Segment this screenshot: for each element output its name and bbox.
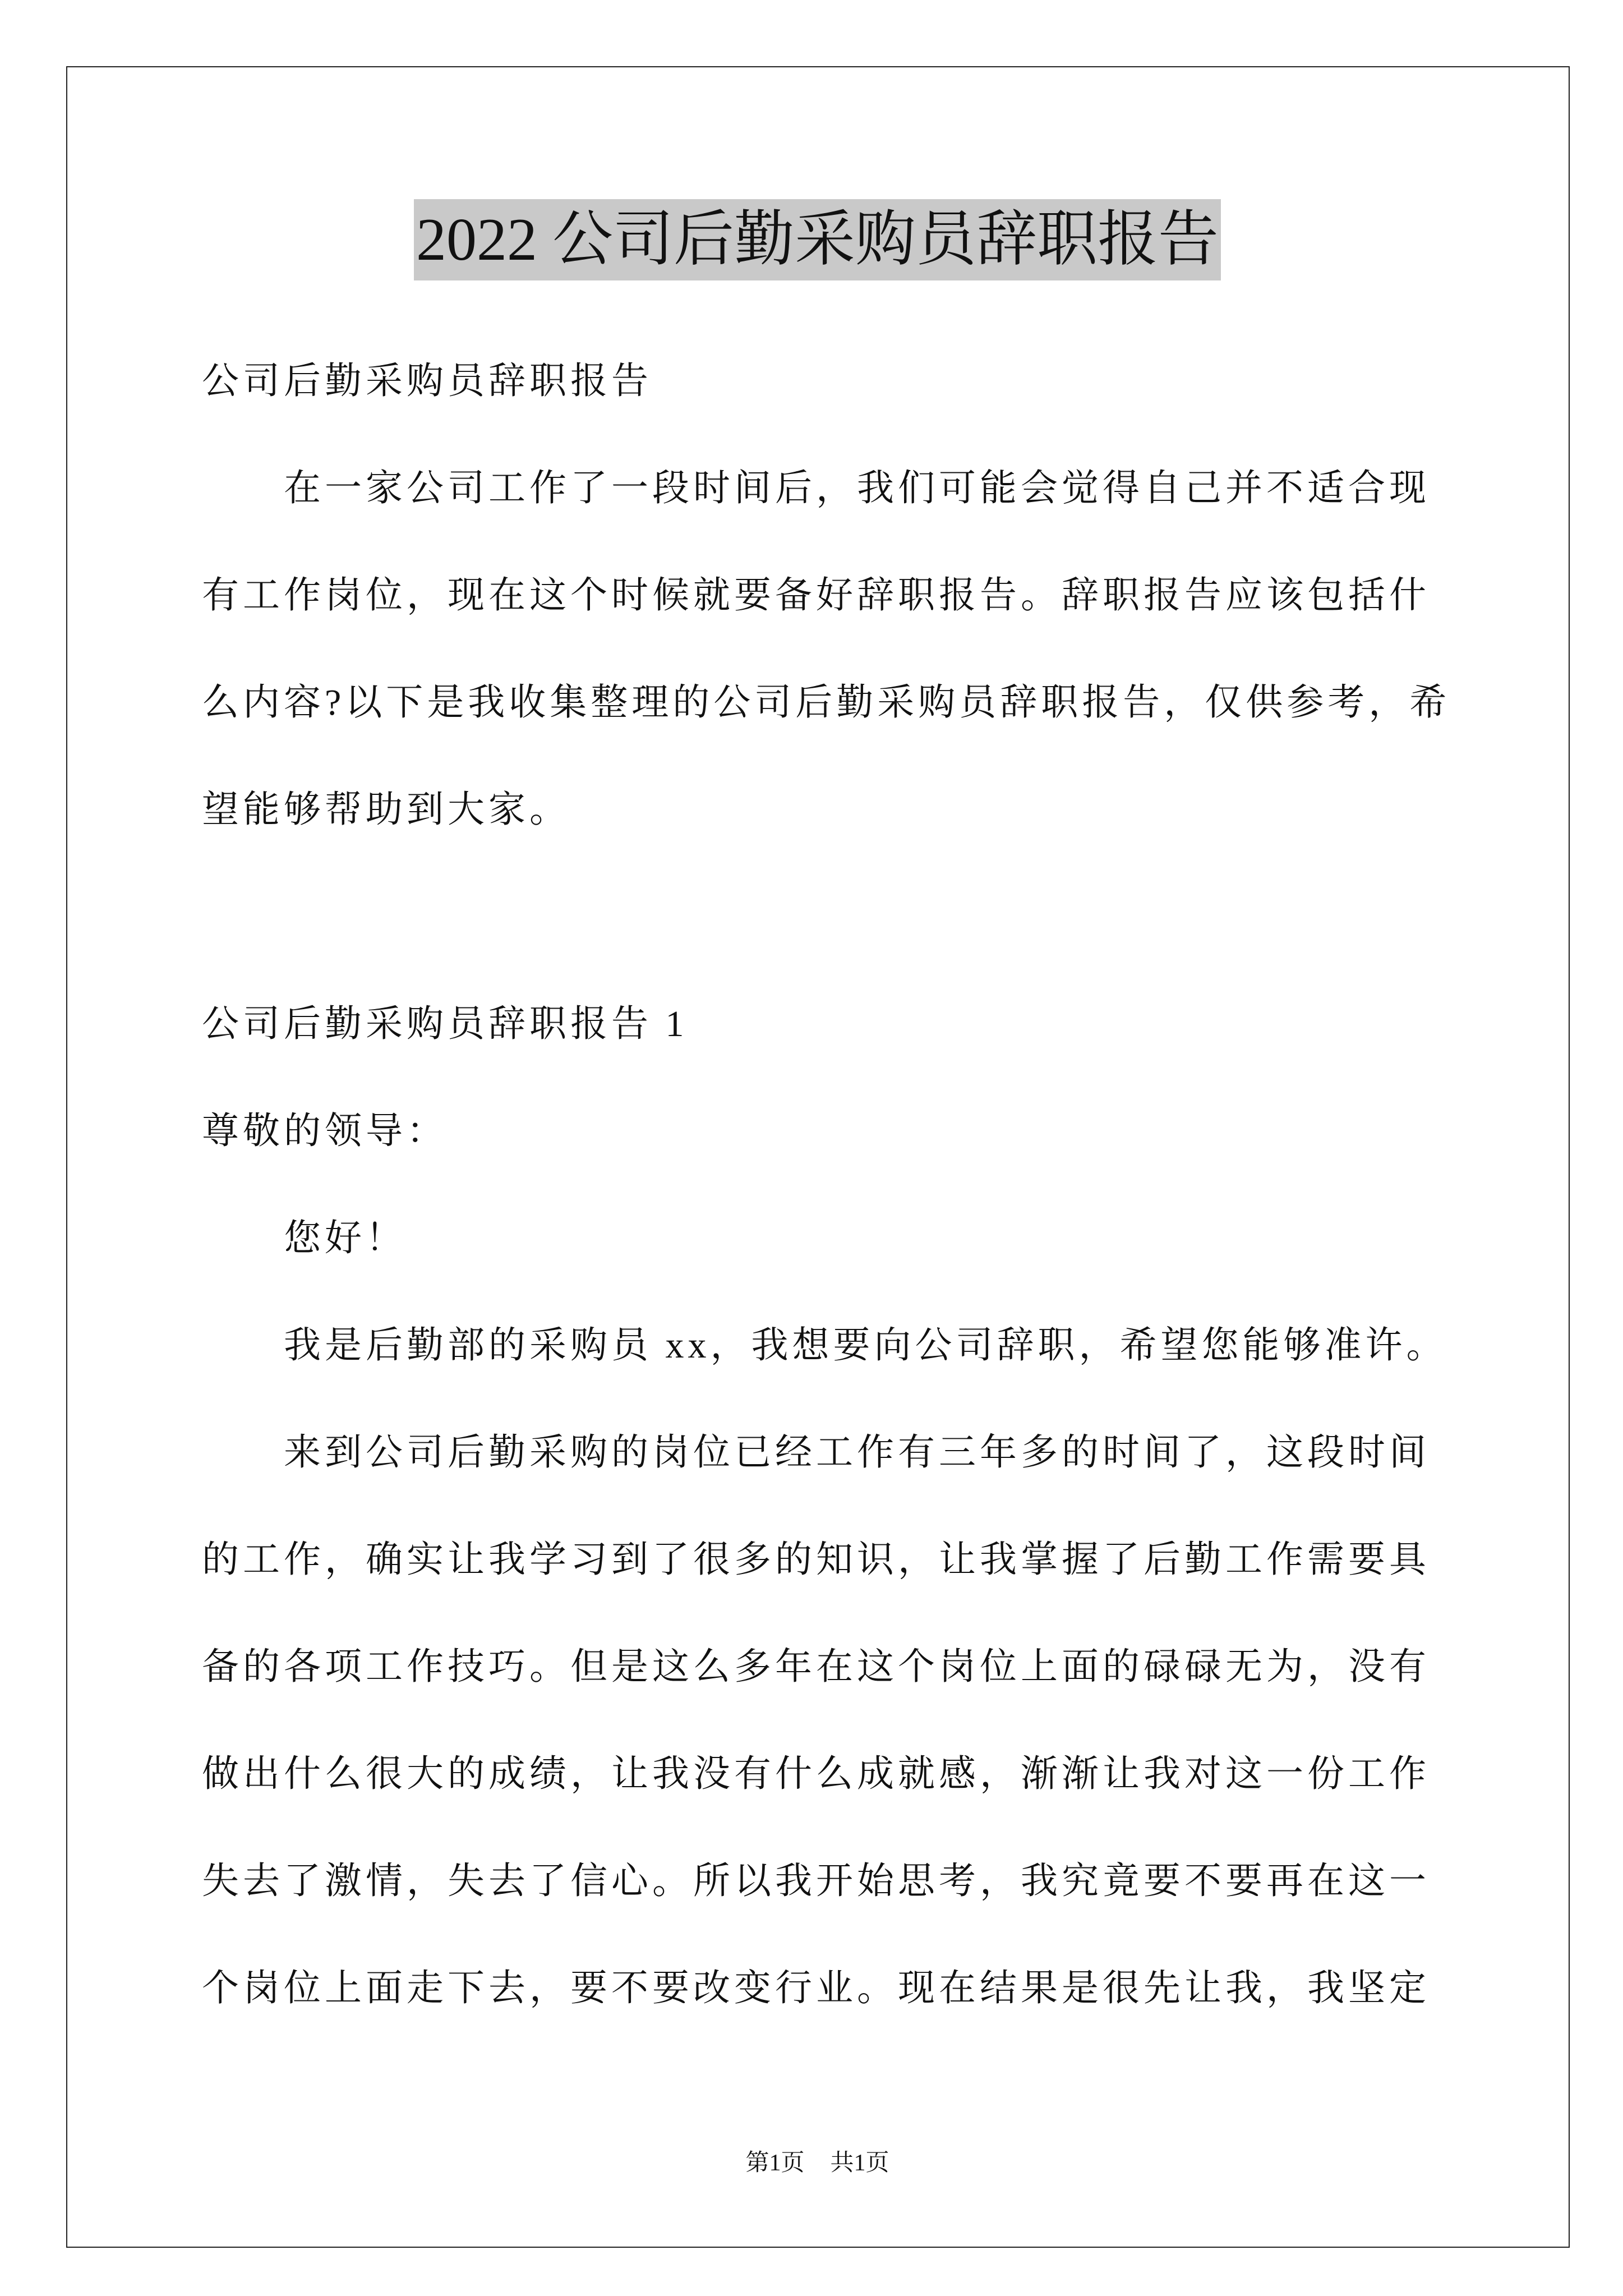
document-subtitle: 公司后勤采购员辞职报告 [202,361,652,402]
paragraph-2-line: 备的各项工作技巧。但是这么多年在这个岗位上面的碌碌无为，没有 [202,1646,1430,1687]
intro-line: 有工作岗位，现在这个时候就要备好辞职报告。辞职报告应该包括什 [202,575,1430,616]
paragraph-2-line: 做出什么很大的成绩，让我没有什么成就感，渐渐让我对这一份工作 [202,1754,1430,1795]
paragraph-2-line: 的工作，确实让我学习到了很多的知识，让我掌握了后勤工作需要具 [202,1539,1430,1580]
document-body [202,328,1492,2042]
page-footer [66,2146,1569,2180]
section-heading: 公司后勤采购员辞职报告 1 [202,1004,688,1045]
title-container [66,199,1569,280]
intro-line: 望能够帮助到大家。 [202,789,570,830]
intro-line: 么内容?以下是我收集整理的公司后勤采购员辞职报告，仅供参考，希 [202,682,1451,723]
page-total: 共1页 [830,2150,889,2176]
page-number: 第1页 [745,2150,805,2176]
document-title: 2022 公司后勤采购员辞职报告 [414,199,1221,280]
salutation: 尊敬的领导： [202,1111,448,1152]
blank-line [202,863,1492,970]
intro-line: 在一家公司工作了一段时间后，我们可能会觉得自己并不适合现 [284,468,1430,509]
paragraph-1: 我是后勤部的采购员 xx，我想要向公司辞职，希望您能够准许。 [284,1325,1447,1366]
greeting: 您好！ [284,1218,407,1259]
paragraph-2-line: 个岗位上面走下去，要不要改变行业。现在结果是很先让我，我坚定 [202,1968,1430,2009]
paragraph-2-line: 来到公司后勤采购的岗位已经工作有三年多的时间了，这段时间 [284,1432,1430,1473]
paragraph-2-line: 失去了激情，失去了信心。所以我开始思考，我究竟要不要再在这一 [202,1861,1430,1902]
